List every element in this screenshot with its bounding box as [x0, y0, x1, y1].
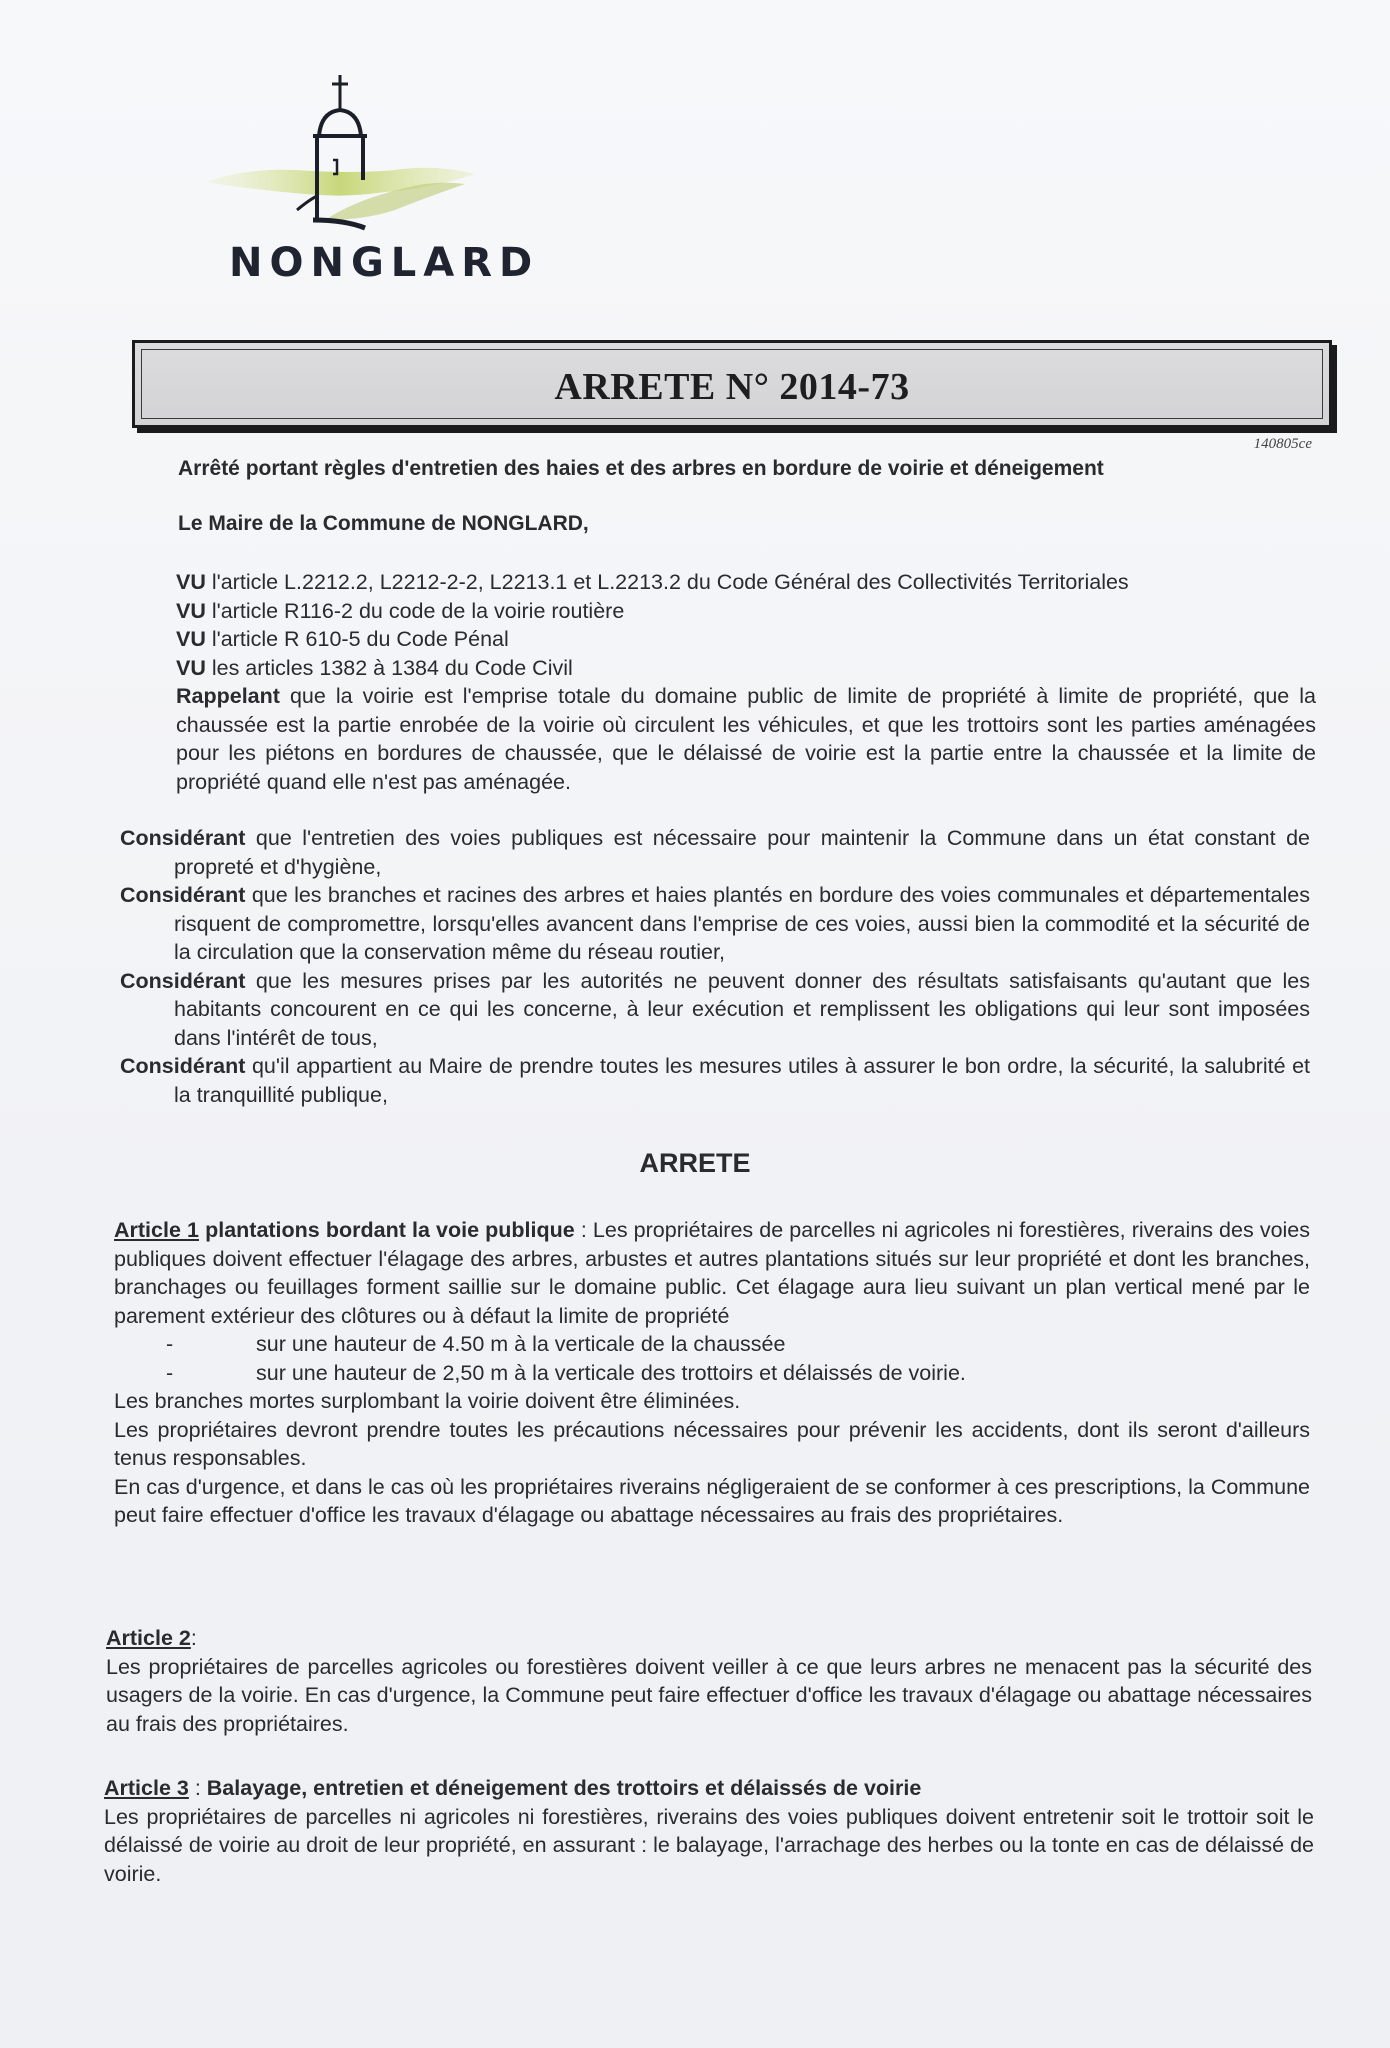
item-text: sur une hauteur de 4.50 m à la verticale de la chaussée	[256, 1332, 786, 1356]
article-2	[106, 1624, 1312, 1738]
considerant-lead: Considérant	[120, 968, 246, 993]
article-3-separator: :	[188, 1776, 207, 1800]
article-1-text: Les propriétaires de parcelles ni agricoles ni forestières, riverains des voies publiques doivent effectuer l'élagage des arbres, arbustes et autres plantations situés sur leur propriété et dont les branches, branchages ou feuillages forment saillie sur le domaine public. Cet élagage aura lieu suivant un plan vertical mené par le parement extérieur des clôtures ou à défaut la limite de propriété	[114, 1218, 1311, 1328]
document-title: ARRETE N° 2014-73	[554, 366, 910, 408]
considerant-text: qu'il appartient au Maire de prendre toutes les mesures utiles à assurer le bon ordre, la sécurité, la salubrité et la tranquillité publique,	[174, 1054, 1310, 1107]
vu-lead: VU	[176, 627, 206, 651]
article-3-text: Les propriétaires de parcelles ni agricoles ni forestières, riverains des voies publiques doivent entretenir soit le trottoir soit le délaissé de voirie au droit de leur propriété, en assurant : le balayage, l'arrachage des herbes ou la tonte en cas de délaissé de voirie.	[104, 1804, 1314, 1886]
article-2-label-line	[106, 1624, 1312, 1653]
rappelant-lead: Rappelant	[176, 684, 280, 708]
article-2-text: Les propriétaires de parcelles agricoles ou forestières doivent veiller à ce que leurs arbres ne menacent pas la sécurité des usagers de la voirie. En cas d'urgence, la Commune peut faire effectuer d'office les travaux d'élagage ou abattage nécessaires au frais des propriétaires.	[106, 1654, 1312, 1736]
vu-lead: VU	[176, 655, 206, 680]
article-1	[114, 1216, 1310, 1530]
article-1-item-1	[114, 1330, 1310, 1359]
dash-bullet: -	[166, 1332, 174, 1356]
article-1-p4: En cas d'urgence, et dans le cas où les propriétaires riverains négligeraient de se conformer à ces prescriptions, la Commune peut faire effectuer d'office les travaux d'élagage ou abattage nécessaires au frais des propriétaires.	[114, 1474, 1310, 1527]
vu-line-3	[176, 625, 1316, 654]
vu-text: l'article L.2212.2, L2212-2-2, L2213.1 et L.2213.2 du Code Général des Collectivités Territoriales	[205, 570, 1129, 594]
vu-lead: VU	[176, 598, 206, 623]
dash-bullet: -	[166, 1360, 174, 1385]
considerant-text: que l'entretien des voies publiques est nécessaire pour maintenir la Commune dans un état constant de propreté et d'hygiène,	[174, 826, 1310, 879]
considerant-4	[120, 1052, 1310, 1109]
article-1-p3: Les propriétaires devront prendre toutes les précautions nécessaires pour prévenir les accidents, dont ils seront d'ailleurs tenus responsables.	[114, 1417, 1310, 1470]
title-box	[132, 340, 1332, 428]
vu-text: l'article R116-2 du code de la voirie routière	[205, 598, 625, 623]
vu-lead: VU	[176, 570, 206, 594]
item-text: sur une hauteur de 2,50 m à la verticale des trottoirs et délaissés de voirie.	[256, 1360, 966, 1385]
article-1-item-2	[114, 1359, 1310, 1388]
article-3-heading: Balayage, entretien et déneigement des trottoirs et délaissés de voirie	[206, 1776, 922, 1800]
article-1-heading: plantations bordant la voie publique	[198, 1218, 575, 1242]
article-1-intro	[114, 1216, 1310, 1330]
vu-line-1	[176, 568, 1316, 597]
chapel-logo-icon	[205, 70, 485, 240]
considerant-text: que les branches et racines des arbres et haies plantés en bordure des voies communales et départementales risquent de compromettre, lorsqu'elles avancent dans l'emprise de ces voies, aussi bien la commodité et la sécurité de la circulation que la conservation même du réseau routier,	[174, 883, 1310, 964]
considerant-lead: Considérant	[120, 883, 246, 907]
article-3	[104, 1774, 1314, 1888]
considerant-1	[120, 824, 1310, 881]
vu-line-4	[176, 654, 1316, 683]
rappelant-text: que la voirie est l'emprise totale du domaine public de limite de propriété à limite de propriété, que la chaussée est la partie enrobée de la voirie où circulent les véhicules, et que les trottoirs sont les parties aménagées pour les piétons en bordures de chaussée, que le délaissé de voirie est la partie entre la chaussée et la limite de propriété quand elle n'est pas aménagée.	[176, 684, 1316, 794]
nonglard-logo	[205, 70, 540, 290]
article-1-label: Article 1	[114, 1218, 199, 1242]
article-2-label: Article 2	[106, 1626, 191, 1650]
considerant-lead: Considérant	[120, 1054, 246, 1078]
article-3-heading-line	[104, 1774, 1314, 1803]
logo-wordmark: NONGLARD	[229, 240, 540, 286]
considerant-text: que les mesures prises par les autorités ne peuvent donner des résultats satisfaisants qu'autant que les habitants concourent en ce qui les concerne, à leur exécution et remplissent les obligations qui leur sont imposées dans l'intérêt de tous,	[174, 968, 1310, 1050]
mayor-line: Le Maire de la Commune de NONGLARD,	[178, 512, 589, 535]
reference-code: 140805ce	[1253, 436, 1312, 452]
article-2-separator: :	[190, 1626, 197, 1650]
article-3-label: Article 3	[104, 1776, 189, 1800]
considerant-3	[120, 967, 1310, 1053]
considerants-section	[120, 824, 1310, 1109]
article-1-separator: :	[574, 1218, 593, 1242]
vu-text: les articles 1382 à 1384 du Code Civil	[205, 655, 573, 680]
article-1-p2: Les branches mortes surplombant la voirie doivent être éliminées.	[114, 1389, 741, 1413]
arrete-heading: ARRETE	[639, 1148, 751, 1178]
vu-text: l'article R 610-5 du Code Pénal	[205, 627, 509, 651]
vu-section	[176, 568, 1316, 796]
considerant-lead: Considérant	[120, 826, 246, 850]
rappelant-paragraph	[176, 682, 1316, 796]
vu-line-2	[176, 597, 1316, 626]
considerant-2	[120, 881, 1310, 967]
document-subtitle: Arrêté portant règles d'entretien des haies et des arbres en bordure de voirie et déneigement	[178, 457, 1104, 480]
